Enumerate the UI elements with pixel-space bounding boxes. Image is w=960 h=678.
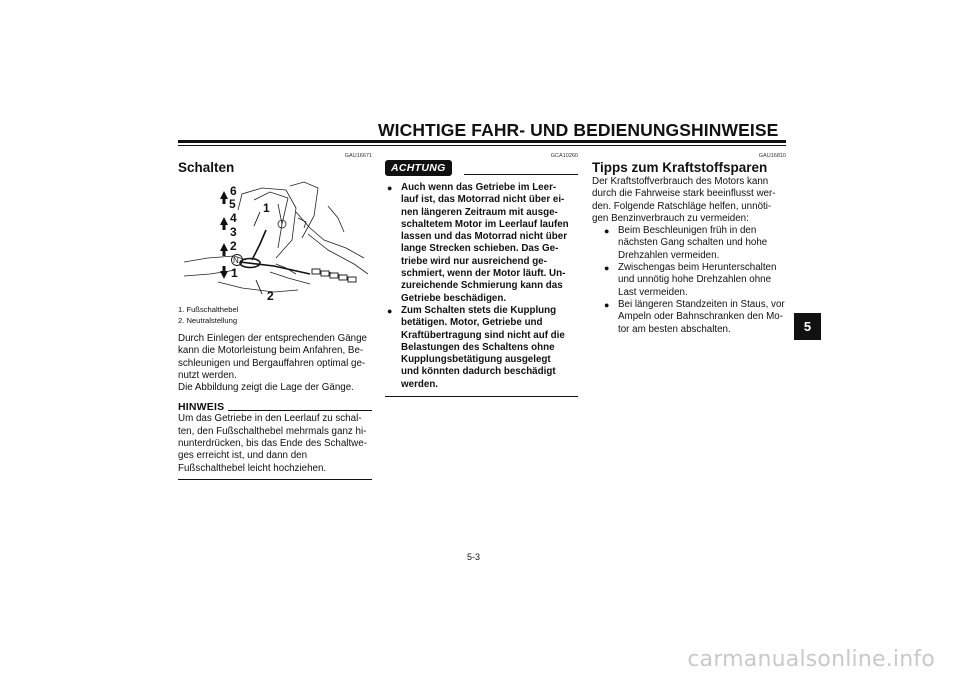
warning-line: nen längeren Zeitraum mit ausge- <box>401 206 558 218</box>
hinweis-line: ten, den Fußschalthebel mehrmals ganz hi- <box>178 425 367 437</box>
tip-line: Bei längeren Standzeiten in Staus, vor <box>618 298 785 310</box>
achtung-rule <box>464 174 578 175</box>
tip-item <box>592 225 786 262</box>
body-text-schalten <box>178 333 372 394</box>
warning-line: Kupplungsbetätigung ausgelegt <box>401 354 551 366</box>
body-line: nutzt werden. <box>178 369 237 381</box>
chapter-tab[interactable]: 5 <box>794 313 821 340</box>
gear-label-2: 2 <box>230 239 237 253</box>
tip-line: tor am besten abschalten. <box>618 323 731 335</box>
hinweis-header <box>178 401 372 413</box>
section-code: GCA10260 <box>550 153 578 159</box>
achtung-badge: ACHTUNG <box>385 160 452 176</box>
body-line: Die Abbildung zeigt die Lage der Gänge. <box>178 382 354 394</box>
bullet-icon: ● <box>387 183 393 193</box>
warning-line: lassen und das Motorrad nicht über <box>401 231 568 243</box>
achtung-end-rule <box>385 396 578 397</box>
warning-line: schmiert, wenn der Motor läuft. Un- <box>401 268 566 280</box>
hinweis-line: Um das Getriebe in den Leerlauf zu schal- <box>178 413 362 425</box>
hinweis-line: ges erreicht ist, und dann den <box>178 450 308 462</box>
tip-line: Ampeln oder Bahnschranken den Mo- <box>618 311 784 323</box>
warning-line: Auch wenn das Getriebe im Leer- <box>401 182 557 193</box>
warning-item <box>385 182 578 305</box>
page-header-title: WICHTIGE FAHR- UND BEDIENUNGSHINWEISE <box>378 120 779 140</box>
body-line: Durch Einlegen der entsprechenden Gänge <box>178 333 367 344</box>
body-line: schleunigen und Bergauffahren optimal ge- <box>178 357 366 369</box>
gear-label-neutral: N <box>233 256 239 265</box>
section-code: GAU16671 <box>344 153 372 159</box>
callout-shift-pedal: 1 <box>263 201 270 215</box>
figure-captions <box>178 304 372 326</box>
right-column <box>592 152 786 336</box>
hinweis-rule <box>228 410 372 411</box>
tip-line: und unnötig hohe Drehzahlen ohne <box>618 274 772 286</box>
gear-label-3: 3 <box>230 225 237 239</box>
section-title-schalten: Schalten <box>178 160 235 175</box>
header-rule-thick <box>178 140 786 143</box>
intro-line: Der Kraftstoffverbrauch des Motors kann <box>592 176 769 187</box>
section-code: GAU16810 <box>758 153 786 159</box>
warning-line: betätigen. Motor, Getriebe und <box>401 317 543 329</box>
hinweis-body <box>178 413 372 474</box>
tip-item <box>592 299 786 336</box>
tip-line: nächsten Gang schalten und hohe <box>618 237 768 249</box>
tip-line: Drehzahlen vermeiden. <box>618 249 720 261</box>
achtung-header <box>385 160 578 176</box>
warning-item <box>385 305 578 391</box>
caption-item: 1. Fußschalthebel <box>178 305 239 314</box>
body-line: kann die Motorleistung beim Anfahren, Be- <box>178 345 364 357</box>
page-number: 5-3 <box>467 552 481 562</box>
warning-line: Getriebe beschädigen. <box>401 292 507 304</box>
intro-text <box>592 176 786 225</box>
hinweis-line: Fußschalthebel leicht hochziehen. <box>178 462 327 474</box>
warning-line: zureichende Schmierung kann das <box>401 280 563 292</box>
tips-list <box>592 225 786 336</box>
bullet-icon: ● <box>604 299 610 310</box>
gear-label-1: 1 <box>231 266 238 280</box>
warning-line: schaltetem Motor im Leerlauf laufen <box>401 218 569 230</box>
intro-line: den. Folgende Ratschläge helfen, unnöti- <box>592 200 772 212</box>
hinweis-end-rule <box>178 479 372 480</box>
gear-label-5: 5 <box>229 197 236 211</box>
warning-line: Belastungen des Schaltens ohne <box>401 341 555 353</box>
tip-line: Last vermeiden. <box>618 286 688 298</box>
shift-pedal-illustration <box>178 178 372 302</box>
left-column <box>178 152 372 480</box>
bullet-icon: ● <box>604 263 610 274</box>
middle-column <box>385 152 578 397</box>
intro-line: durch die Fahrweise stark beeinflusst wer- <box>592 188 776 200</box>
tip-line: Beim Beschleunigen früh in den <box>618 225 757 237</box>
callout-neutral-position: 2 <box>267 289 274 302</box>
hinweis-line: nunterdrücken, bis das Ende des Schaltwe- <box>178 438 367 450</box>
bullet-icon: ● <box>387 305 393 316</box>
warning-line: lange Strecken schieben. Das Ge- <box>401 243 559 255</box>
header-rule-thin <box>178 145 786 146</box>
gear-label-4: 4 <box>230 211 237 225</box>
section-title-kraftstoff: Tipps zum Kraftstoffsparen <box>592 160 768 175</box>
tip-line: Zwischengas beim Herunterschalten <box>618 262 777 274</box>
watermark: carmanualsonline.info <box>687 647 935 672</box>
warning-line: werden. <box>401 378 439 390</box>
bullet-icon: ● <box>604 226 610 237</box>
warning-line: triebe wird nur ausreichend ge- <box>401 255 547 267</box>
warning-line: Kraftübertragung sind nicht auf die <box>401 329 565 341</box>
caption-item: 2. Neutralstellung <box>178 316 238 325</box>
warning-line: und könnten dadurch beschädigt <box>401 366 556 378</box>
warning-line: Zum Schalten stets die Kupplung <box>401 304 557 316</box>
gear-label-6: 6 <box>230 184 237 198</box>
intro-line: gen Benzinverbrauch zu vermeiden: <box>592 212 749 224</box>
warning-list <box>385 182 578 391</box>
warning-line: lauf ist, das Motorrad nicht über ei- <box>401 194 565 206</box>
gear-shift-figure <box>178 178 372 302</box>
tip-item <box>592 262 786 299</box>
hinweis-title: HINWEIS <box>178 401 225 414</box>
